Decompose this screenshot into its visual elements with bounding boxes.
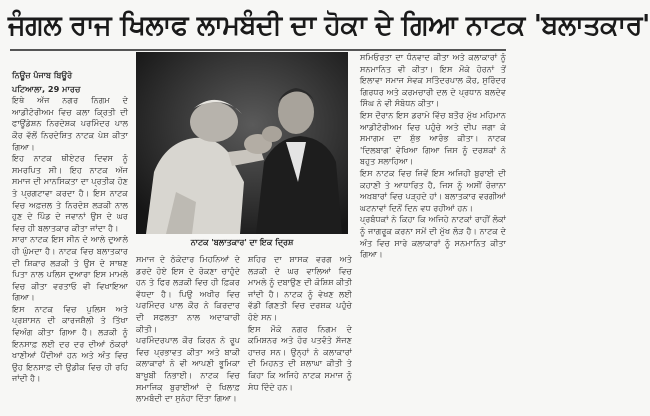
column-left (12, 70, 128, 410)
dateline: ਪਟਿਆਲਾ, 29 ਮਾਰਚ (12, 83, 81, 94)
paragraph: ਪ੍ਰਬੰਧਕਾਂ ਨੇ ਕਿਹਾ ਕਿ ਅਜਿਹੇ ਨਾਟਕਾਂ ਰਾਹੀਂ ਲੋਕਾਂ ਨੂੰ ਜਾਗਰੂਕ ਕਰਨਾ ਸਮੇਂ ਦੀ ਮੁੱਖ ਲੋੜ ਹੈ। ਨਾਟਕ ਦੇ ਅੰਤ ਵਿਚ ਸਾਰੇ ਕਲਾਕਾਰਾਂ ਨੂੰ ਸਨਮਾਨਿਤ ਕੀਤਾ ਗਿਆ। (360, 214, 506, 260)
byline: ਨਿਊਜ਼ ਪੰਜਾਬ ਬਿਊਰੋ (12, 71, 73, 80)
photo-illustration (136, 52, 348, 234)
paragraph: ਸ਼ਹਿਰ ਦਾ ਸ਼ਾਸਕ ਵਰਗ ਅਤੇ ਲੜਕੀ ਦੇ ਘਰ ਵਾਲਿਆਂ ਵਿਚ ਮਾਮਲੇ ਨੂੰ ਦਬਾਉਣ ਦੀ ਕੋਸ਼ਿਸ਼ ਕੀਤੀ ਜਾਂਦੀ ਹੈ। ਨਾਟਕ ਨੂੰ ਵੇਖਣ ਲਈ ਵੱਡੀ ਗਿਣਤੀ ਵਿਚ ਦਰਸ਼ਕ ਪਹੁੰਚੇ ਹੋਏ ਸਨ। (248, 254, 352, 322)
paragraph: ਇਥੇ ਅੱਜ ਨਗਰ ਨਿਗਮ ਦੇ ਆਡੀਟੋਰੀਅਮ ਵਿਚ ਕਲਾ ਕ੍ਰਿਤੀ ਦੀ ਫਾਊਂਡੇਸ਼ਨ ਨਿਰਦੇਸ਼ਕ ਪਰਮਿੰਦਰ ਪਾਲ ਕੌਰ ਵੱਲੋਂ ਨਿਰਦੇਸ਼ਿਤ ਨਾਟਕ ਪੇਸ਼ ਕੀਤਾ ਗਿਆ। (12, 95, 128, 152)
paragraph: ਇਸ ਨਾਟਕ ਵਿਚ ਪੁਲਿਸ ਅਤੇ ਪ੍ਰਸ਼ਾਸਨ ਦੀ ਕਾਰਜਸ਼ੈਲੀ ਤੇ ਤਿੱਖਾ ਵਿਅੰਗ ਕੀਤਾ ਗਿਆ ਹੈ। ਲੜਕੀ ਨੂੰ ਇਨਸਾਫ਼ ਲਈ ਦਰ ਦਰ ਦੀਆਂ ਠੋਕਰਾਂ ਖਾਣੀਆਂ ਪੈਂਦੀਆਂ ਹਨ ਅਤੇ ਅੰਤ ਵਿਚ ਉਹ ਇਨਸਾਫ਼ ਦੀ ਉਡੀਕ ਵਿਚ ਹੀ ਰਹਿ ਜਾਂਦੀ ਹੈ। (12, 303, 128, 384)
headline-rule (10, 49, 506, 51)
paragraph: ਸਮਾਜ ਦੇ ਠੇਕੇਦਾਰ ਮਿਹਨਿਆਂ ਦੇ ਡਰਦੇ ਹੋਏ ਇਸ ਦੇ ਰੋਕਣਾ ਚਾਹੁੰਦੇ ਹਨ ਤੇ ਫਿਰ ਲੜਕੀ ਵਿਚ ਹੀ ਫ਼ਿਕਰ ਵੱਧਦਾ ਹੈ। ਪਿਉ ਅਖੀਰ ਵਿਚ ਪਰਮਿੰਦਰ ਪਾਲ ਕੌਰ ਨੇ ਕਿਰਦਾਰ ਦੀ ਸਫਲਤਾ ਨਾਲ ਅਦਾਕਾਰੀ ਕੀਤੀ। (136, 254, 240, 334)
headline: ਜੰਗਲ ਰਾਜ ਖਿਲਾਫ ਲਾਮਬੰਦੀ ਦਾ ਹੋਕਾ ਦੇ ਗਿਆ ਨਾਟਕ 'ਬਲਾਤਕਾਰ' (8, 10, 650, 41)
paragraph: ਸਾਰਾ ਨਾਟਕ ਇਸ ਸੀਨ ਦੇ ਆਲੇ ਦੁਆਲੇ ਹੀ ਘੁੰਮਦਾ ਹੈ। ਨਾਟਕ ਵਿਚ ਬਲਾਤਕਾਰ ਦੀ ਸ਼ਿਕਾਰ ਲੜਕੀ ਤੇ ਉਸ ਦੇ ਸਾਥਣ ਪਿਤਾ ਨਾਲ ਪਲਿਸ ਦੁਆਰਾ ਇਸ ਮਾਮਲੇ ਵਿਚ ਕੀਤਾ ਵਰਤਾਓ ਵੀ ਵਿਖਾਇਆ ਗਿਆ। (12, 234, 128, 303)
paragraph: ਇਸ ਦੌਰਾਨ ਇਸ ਡਰਾਮੇ ਵਿੱਚ ਬਤੌਰ ਮੁੱਖ ਮਹਿਮਾਨ ਆਡੀਟੋਰੀਅਮ ਵਿਚ ਪਹੁੰਚੇ ਅਤੇ ਦੀਪ ਜਗਾ ਕੇ ਸਮਾਗਮ ਦਾ ਸ਼ੁੱਭ ਆਰੰਭ ਕੀਤਾ। ਨਾਟਕ 'ਦਿਲਬਾਗ' ਵੇਖਿਆ ਗਿਆ ਜਿਸ ਨੂੰ ਦਰਸ਼ਕਾਂ ਨੇ ਬਹੁਤ ਸਲਾਹਿਆ। (360, 109, 506, 167)
paragraph: ਸਮਿਓਰਤਾ ਦਾ ਧੰਨਵਾਦ ਕੀਤਾ ਅਤੇ ਕਲਾਕਾਰਾਂ ਨੂੰ ਸਨਮਾਨਿਤ ਵੀ ਕੀਤਾ। ਇਸ ਮੌਕੇ ਹੋਰਨਾਂ ਤੋਂ ਇਲਾਵਾ ਸਮਾਜ ਸੇਵਕ ਸਤਿੰਦਰਪਾਲ ਕੌਰ, ਸੁਰਿੰਦਰ ਗਿਰਧਰ ਅਤੇ ਕਰਮਚਾਰੀ ਦਲ ਦੇ ਪ੍ਰਧਾਨ ਬਲਦੇਵ ਸਿੰਘ ਨੇ ਵੀ ਸੰਬੋਧਨ ਕੀਤਾ। (360, 52, 506, 109)
news-photo (136, 52, 348, 234)
column-right (360, 52, 506, 410)
paragraph: ਇਸ ਮੌਕੇ ਨਗਰ ਨਿਗਮ ਦੇ ਕਮਿਸ਼ਨਰ ਅਤੇ ਹੋਰ ਪਤਵੰਤੇ ਸੱਜਣ ਹਾਜ਼ਰ ਸਨ। ਉਨ੍ਹਾਂ ਨੇ ਕਲਾਕਾਰਾਂ ਦੀ ਮਿਹਨਤ ਦੀ ਸ਼ਲਾਘਾ ਕੀਤੀ ਤੇ ਕਿਹਾ ਕਿ ਅਜਿਹੇ ਨਾਟਕ ਸਮਾਜ ਨੂੰ ਸੇਧ ਦਿੰਦੇ ਹਨ। (248, 323, 352, 392)
column-middle (136, 254, 352, 410)
paragraph: ਪਰਮਿੰਦਰਪਾਲ ਕੌਰ ਕਿਰਨ ਨੇ ਰੂਪ ਵਿਚ ਪ੍ਰਭਾਵਤ ਕੀਤਾ ਅਤੇ ਬਾਕੀ ਕਲਾਕਾਰਾਂ ਨੇ ਵੀ ਆਪਣੀ ਭੂਮਿਕਾ ਬਾਖੂਬੀ ਨਿਭਾਈ। ਨਾਟਕ ਵਿਚ ਸਮਾਜਿਕ ਬੁਰਾਈਆਂ ਦੇ ਖਿਲਾਫ਼ ਲਾਮਬੰਦੀ ਦਾ ਸੁਨੇਹਾ ਦਿੱਤਾ ਗਿਆ। (136, 335, 240, 404)
photo-caption: ਨਾਟਕ 'ਬਲਾਤਕਾਰ' ਦਾ ਇਕ ਦ੍ਰਿਸ਼ (190, 238, 294, 247)
paragraph: ਇਸ ਨਾਟਕ ਵਿਚ ਜਿਵੇਂ ਇਸ ਅਜਿਹੀ ਬੁਰਾਈ ਦੀ ਕਹਾਣੀ ਤੇ ਆਧਾਰਿਤ ਹੈ, ਜਿਸ ਨੂੰ ਅਸੀਂ ਰੋਜ਼ਾਨਾ ਅਖ਼ਬਾਰਾਂ ਵਿਚ ਪੜ੍ਹਦੇ ਹਾਂ। ਬਲਾਤਕਾਰ ਵਰਗੀਆਂ ਘਟਨਾਵਾਂ ਦਿਨੋਂ ਦਿਨ ਵਧ ਰਹੀਆਂ ਹਨ। (360, 167, 506, 213)
paragraph: ਇਹ ਨਾਟਕ ਥੀਏਟਰ ਦਿਵਸ ਨੂੰ ਸਮਰਪਿਤ ਸੀ। ਇਹ ਨਾਟਕ ਅੱਜ ਸਮਾਜ ਦੀ ਮਾਨਸਿਕਤਾ ਦਾ ਪ੍ਰਤੀਕ ਹੋਣ ਤੇ ਪ੍ਰਗਟਾਵਾ ਕਰਦਾ ਹੈ। ਇਸ ਨਾਟਕ ਵਿਚ ਅਫ਼ਜ਼ਲ ਤੇ ਨਿਰਦੋਸ਼ ਲੜਕੀ ਨਾਲ ਹੁਣ ਦੇ ਪਿੰਡ ਦੇ ਜਵਾਨਾਂ ਉਸ ਦੇ ਘਰ ਵਿਚ ਹੀ ਬਲਾਤਕਾਰ ਕੀਤਾ ਜਾਂਦਾ ਹੈ। (12, 153, 128, 233)
